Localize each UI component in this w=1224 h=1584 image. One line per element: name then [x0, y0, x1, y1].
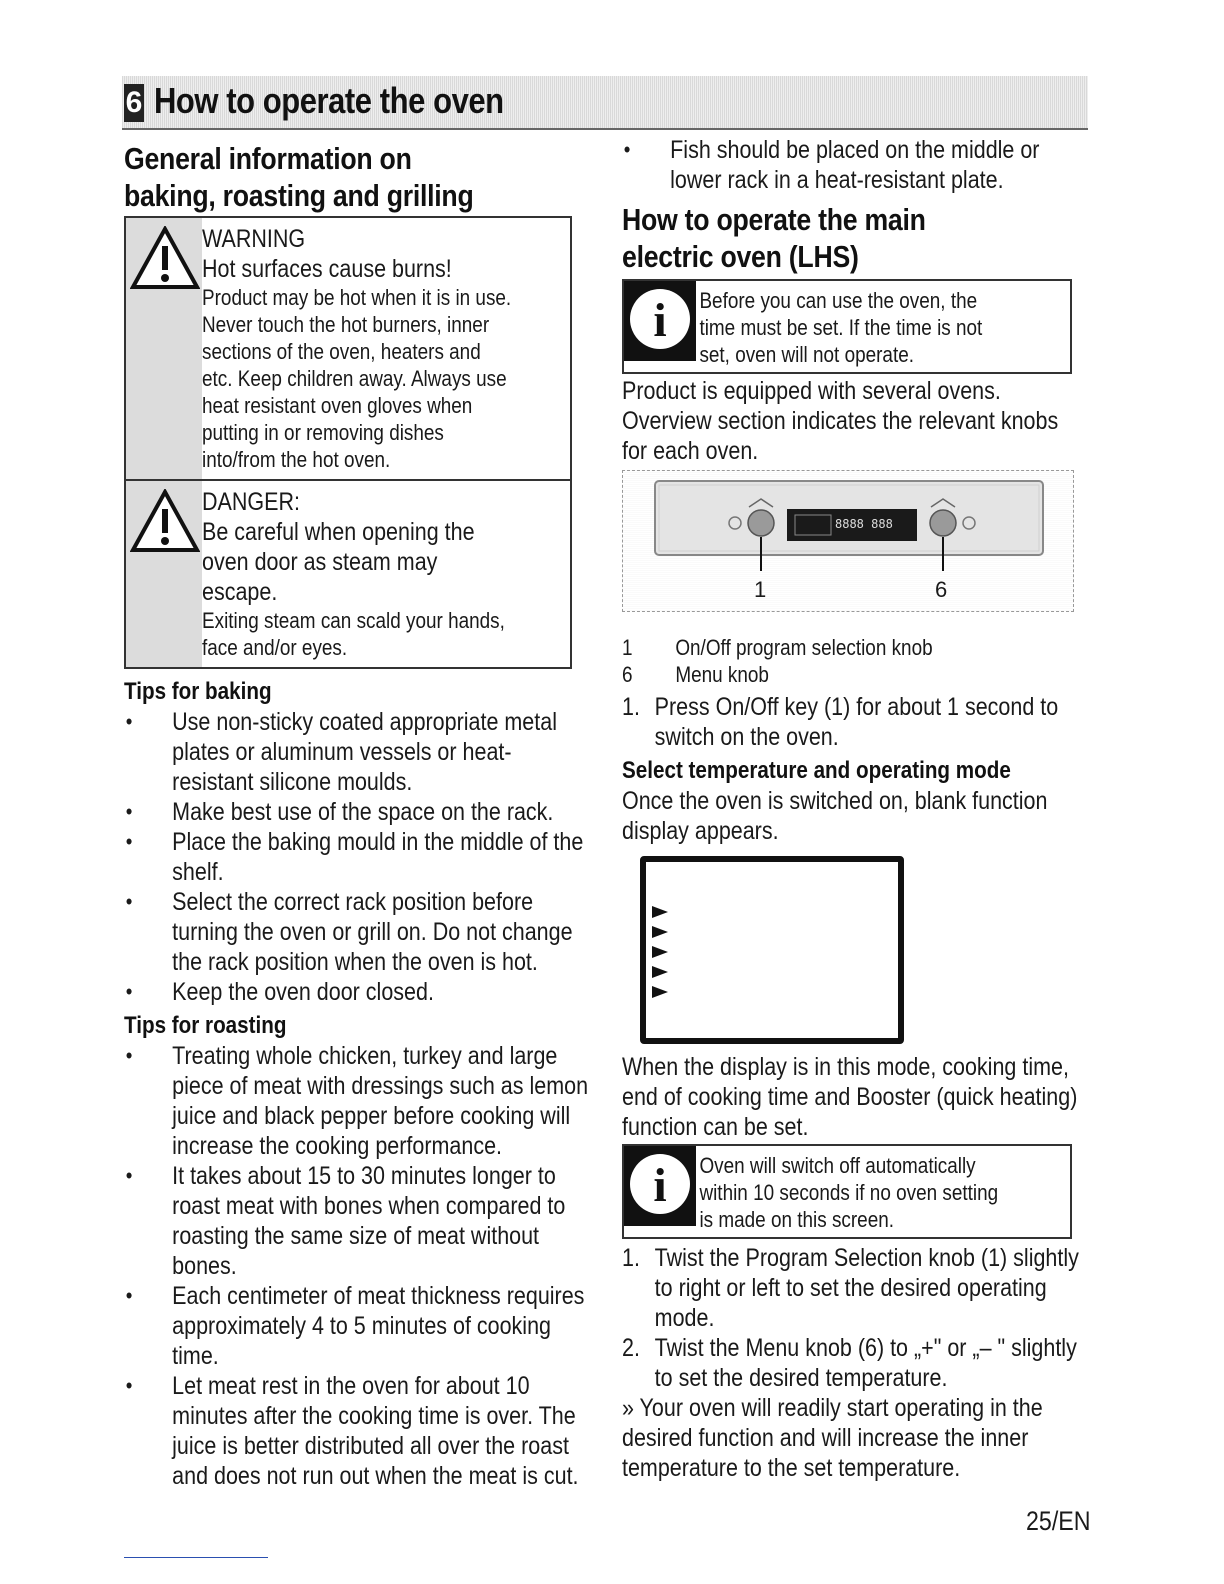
section-header [122, 76, 1088, 130]
tips-roasting-title: Tips for roasting [124, 1012, 287, 1039]
warning-text: Product may be hot when it is in use. Never touch the hot burners, inner sections of the oven, heaters and etc. Keep children away. Always use heat resistant oven gloves when putting in or removing dishes into/from the hot oven. [202, 285, 512, 472]
list-item: • It takes about 15 to 30 minutes longer to roast meat with bones when compared to roasting the same size of meat without bones. [124, 1161, 589, 1281]
tips-baking-list [124, 707, 589, 1007]
danger-title: DANGER: [202, 488, 300, 516]
list-item: • Place the baking mould in the middle of the shelf. [124, 827, 589, 887]
warning-triangle-icon [130, 226, 200, 290]
overview-text: Product is equipped with several ovens. Overview section indicates the relevant knobs for each oven. [622, 377, 1059, 465]
danger-triangle-icon [130, 489, 200, 553]
step-item: 1. Press On/Off key (1) for about 1 second to switch on the oven. [622, 693, 1059, 751]
panel-display-text: 8888 888 [835, 517, 893, 531]
danger-text: Exiting steam can scald your hands, face and/or eyes. [202, 608, 505, 660]
list-item: • Use non-sticky coated appropriate metal plates or aluminum vessels or heat-resistant silicone moulds. [124, 707, 589, 797]
info-icon: i [624, 281, 696, 361]
info-time-text: Before you can use the oven, the time must be set. If the time is not set, oven will not operate. [699, 288, 983, 367]
section-title: How to operate the oven [154, 80, 504, 121]
panel-label-6: 6 [935, 577, 948, 602]
fish-tip-list [622, 135, 1087, 195]
step-list-2 [622, 1243, 1087, 1393]
list-item: • Fish should be placed on the middle or lower rack in a heat-resistant plate. [622, 135, 1087, 195]
danger-subtitle: Be careful when opening the oven door as steam may escape. [202, 518, 475, 606]
step-list-1 [622, 692, 1087, 752]
select-temp-heading: Select temperature and operating mode [622, 757, 1011, 784]
list-item: • Keep the oven door closed. [124, 977, 589, 1007]
display-indicator-arrows [652, 862, 682, 1038]
list-item: • Let meat rest in the oven for about 10 minutes after the cooking time is over. The juice is better distributed all over the roast and does not run out when the meat is cut. [124, 1371, 589, 1491]
control-panel-figure [622, 470, 1074, 612]
control-panel-drawing [623, 471, 1073, 611]
warning-subtitle: Hot surfaces cause burns! [202, 255, 452, 283]
result-text: » Your oven will readily start operating in the desired function and will increase the inner temperature to the set temperature. [622, 1394, 1043, 1482]
left-column [124, 140, 590, 1491]
list-item: • Make best use of the space on the rack. [124, 797, 589, 827]
info-box-time [622, 279, 1072, 374]
blank-function-display [640, 856, 904, 1044]
info-auto-off-text: Oven will switch off automatically within 10 seconds if no oven setting is made on this screen. [699, 1153, 999, 1232]
warning-icon-area [126, 218, 202, 479]
danger-box [124, 481, 572, 669]
display-intro: Once the oven is switched on, blank function display appears. [622, 787, 1048, 845]
list-item: • Select the correct rack position before turning the oven or grill on. Do not change the rack position when the oven is hot. [124, 887, 589, 977]
warning-box [124, 216, 572, 481]
section-number: 6 [124, 84, 144, 122]
legend-item: 6 Menu knob [622, 662, 769, 687]
warning-title: WARNING [202, 225, 306, 253]
display-after-text: When the display is in this mode, cooking time, end of cooking time and Booster (quick heating) function can be set. [622, 1053, 1078, 1141]
right-column [622, 135, 1088, 1483]
info-icon: i [624, 1146, 696, 1226]
knob-legend [622, 634, 1087, 688]
info-box-auto-off [622, 1144, 1072, 1239]
list-item: • Each centimeter of meat thickness requires approximately 4 to 5 minutes of cooking time. [124, 1281, 589, 1371]
list-item: • Treating whole chicken, turkey and large piece of meat with dressings such as lemon juice and black pepper before cooking will increase the cooking performance. [124, 1041, 589, 1161]
main-oven-heading: How to operate the main electric oven (LHS) [622, 202, 926, 274]
tips-baking-title: Tips for baking [124, 678, 272, 705]
legend-item: 1 On/Off program selection knob [622, 635, 933, 660]
step-item: 1. Twist the Program Selection knob (1) slightly to right or left to set the desired operating mode. [622, 1244, 1079, 1332]
general-info-heading: General information on baking, roasting and grilling [124, 141, 474, 213]
footer-line [124, 1557, 268, 1558]
tips-roasting-list [124, 1041, 589, 1491]
page-number: 25/EN [1026, 1506, 1091, 1536]
step-item: 2. Twist the Menu knob (6) to „+" or „– " slightly to set the desired temperature. [622, 1334, 1077, 1392]
danger-icon-area [126, 481, 202, 667]
panel-label-1: 1 [754, 577, 767, 602]
